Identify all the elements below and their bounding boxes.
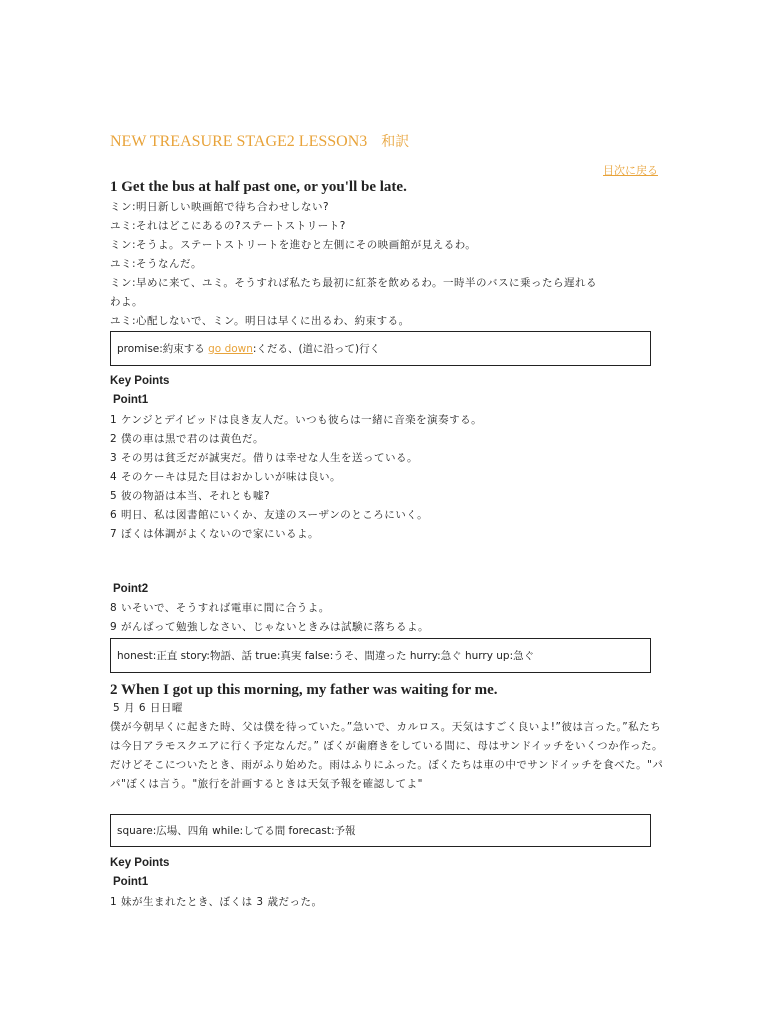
- list-item: 8 いそいで、そうすれば電車に間に合うよ。: [110, 602, 330, 614]
- point2-list: [110, 599, 666, 637]
- go-down-link[interactable]: go down: [208, 342, 253, 355]
- dialogue-line: ユミ:心配しないで、ミン。明日は早くに出るわ、約束する。: [110, 315, 410, 327]
- diary-paragraph: 僕が今朝早くに起きた時、父は僕を待っていた。”急いで、カルロス。天気はすごく良いよ!”彼は言った。”私たちは今日アラモスクエアに行く予定なんだ。” ぼくが歯磨きをしている間に、母はサンドイッチをいくつか作った。だけどそこについたとき、雨がふり始めた。雨はふりにふった。ぼくたちは車の中でサンドイッチを食べた。"パパ"ぼくは言う。"旅行を計画するときは天気予報を確認してよ": [110, 721, 664, 790]
- document-title-en: NEW TREASURE STAGE2 LESSON3: [110, 133, 368, 150]
- section-1-vocab-box-2: [110, 638, 651, 673]
- document-title: [110, 131, 409, 151]
- key-points-heading-2: Key Points: [110, 857, 170, 869]
- list-item: 3 その男は貧乏だが誠実だ。借りは幸せな人生を送っている。: [110, 452, 419, 464]
- list-item: 1 妹が生まれたとき、ぼくは 3 歳だった。: [110, 896, 323, 908]
- point1-heading-2: Point1: [113, 876, 149, 888]
- list-item: 6 明日、私は図書館にいくか、友達のスーザンのところにいく。: [110, 509, 429, 521]
- list-item: 9 がんばって勉強しなさい、じゃないときみは試験に落ちるよ。: [110, 621, 430, 633]
- list-item: 4 そのケーキは見た目はおかしいが味は良い。: [110, 471, 342, 483]
- section-2-body: [110, 699, 666, 794]
- section-1-title: 1 Get the bus at half past one, or you'll be late.: [110, 179, 407, 195]
- vocab-text: promise:約束する: [117, 343, 205, 355]
- section-1-vocab-box: [110, 331, 651, 366]
- vocab-text: square:広場、四角 while:してる間 forecast:予報: [117, 825, 356, 837]
- point1-heading: Point1: [113, 394, 149, 406]
- list-item: 1 ケンジとデイビッドは良き友人だ。いつも彼らは一緒に音楽を演奏する。: [110, 414, 483, 426]
- dialogue-line: ユミ:それはどこにあるの?ステートストリート?: [110, 220, 346, 232]
- section-2-title: 2 When I got up this morning, my father was waiting for me.: [110, 682, 498, 698]
- document-title-jp: 和訳: [381, 134, 410, 150]
- diary-date: 5 月 6 日日曜: [113, 702, 183, 714]
- table-of-contents-link[interactable]: 目次に戻る: [603, 164, 658, 177]
- point2-heading: Point2: [113, 583, 149, 595]
- dialogue-line: ミン:そうよ。ステートストリートを進むと左側にその映画館が見えるわ。: [110, 239, 477, 251]
- dialogue-line: ミン:早めに来て、ユミ。そうすれば私たち最初に紅茶を飲めるわ。一時半のバスに乗ったら遅れる: [110, 277, 597, 289]
- list-item: 5 彼の物語は本当、それとも嘘?: [110, 490, 271, 502]
- vocab-text: honest:正直 story:物語、話 true:真実 false:うそ、間違った hurry:急ぐ hurry up:急ぐ: [117, 650, 535, 662]
- point1-list-2: [110, 893, 666, 912]
- vocab-text: :くだる、(道に沿って)行く: [252, 343, 381, 355]
- list-item: 2 僕の車は黒で君のは黄色だ。: [110, 433, 265, 445]
- dialogue-line: わよ。: [110, 296, 143, 308]
- point1-list: [110, 411, 666, 544]
- section-2-vocab-box: [110, 814, 651, 847]
- dialogue-line: ユミ:そうなんだ。: [110, 258, 203, 270]
- section-1-dialogue: [110, 198, 666, 331]
- dialogue-line: ミン:明日新しい映画館で待ち合わせしない?: [110, 201, 330, 213]
- list-item: 7 ぼくは体調がよくないので家にいるよ。: [110, 528, 320, 540]
- key-points-heading: Key Points: [110, 375, 170, 387]
